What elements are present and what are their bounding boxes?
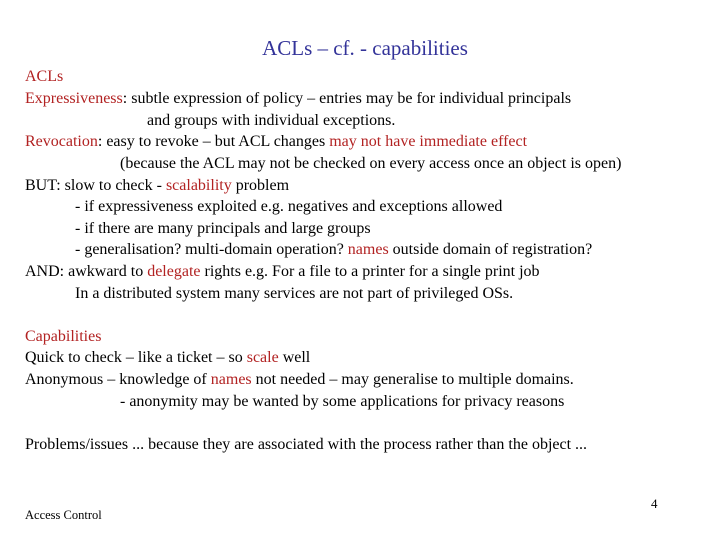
text-line <box>25 370 574 390</box>
text-segment: - if expressiveness exploited e.g. negatives and exceptions allowed <box>75 198 503 215</box>
text-segment: Problems/issues ... because they are associated with the process rather than the object ... <box>25 436 588 453</box>
text-line <box>75 284 513 304</box>
text-line <box>75 219 371 239</box>
text-line <box>147 111 395 131</box>
text-line <box>25 132 527 152</box>
text-segment: : easy to revoke – but ACL changes <box>97 133 330 150</box>
text-segment: problem <box>231 177 290 194</box>
text-line <box>25 176 289 196</box>
highlighted-text: ACLs <box>25 68 64 85</box>
text-segment: (because the ACL may not be checked on every access once an object is open) <box>120 155 622 172</box>
highlighted-text: names <box>347 241 389 258</box>
highlighted-text: may not have immediate effect <box>329 133 528 150</box>
highlighted-text: scalability <box>165 177 232 194</box>
text-line <box>25 89 571 109</box>
text-segment: Quick to check – like a ticket – so <box>25 349 247 366</box>
text-line <box>25 262 540 282</box>
highlighted-text: scale <box>246 349 279 366</box>
highlighted-text: Expressiveness <box>25 90 123 107</box>
text-segment: In a distributed system many services are not part of privileged OSs. <box>75 285 514 302</box>
text-segment: and groups with individual exceptions. <box>147 112 396 129</box>
text-segment: Anonymous – knowledge of <box>25 371 211 388</box>
page-number: 4 <box>651 496 658 511</box>
text-line <box>25 327 101 347</box>
text-segment: - generalisation? multi-domain operation? <box>75 241 348 258</box>
text-line <box>25 67 63 87</box>
highlighted-text: names <box>210 371 252 388</box>
text-line <box>25 435 587 455</box>
text-line <box>75 197 502 217</box>
text-segment: rights e.g. For a file to a printer for a single print job <box>200 263 540 280</box>
text-segment: outside domain of registration? <box>388 241 593 258</box>
text-line <box>120 154 621 174</box>
highlighted-text: delegate <box>147 263 201 280</box>
text-segment: AND: awkward to <box>25 263 148 280</box>
highlighted-text: Revocation <box>25 133 98 150</box>
text-segment: well <box>278 349 311 366</box>
text-line <box>75 240 592 260</box>
text-line <box>120 392 564 412</box>
text-segment: - if there are many principals and large groups <box>75 220 371 237</box>
text-segment: not needed – may generalise to multiple domains. <box>251 371 574 388</box>
highlighted-text: Capabilities <box>25 328 102 345</box>
text-line <box>25 348 310 368</box>
text-segment: BUT: slow to check - <box>25 177 166 194</box>
text-segment: : subtle expression of policy – entries may be for individual principals <box>122 90 572 107</box>
slide-title: ACLs – cf. - capabilities <box>262 36 468 60</box>
text-segment: - anonymity may be wanted by some applications for privacy reasons <box>120 393 565 410</box>
footer-text: Access Control <box>25 508 102 522</box>
